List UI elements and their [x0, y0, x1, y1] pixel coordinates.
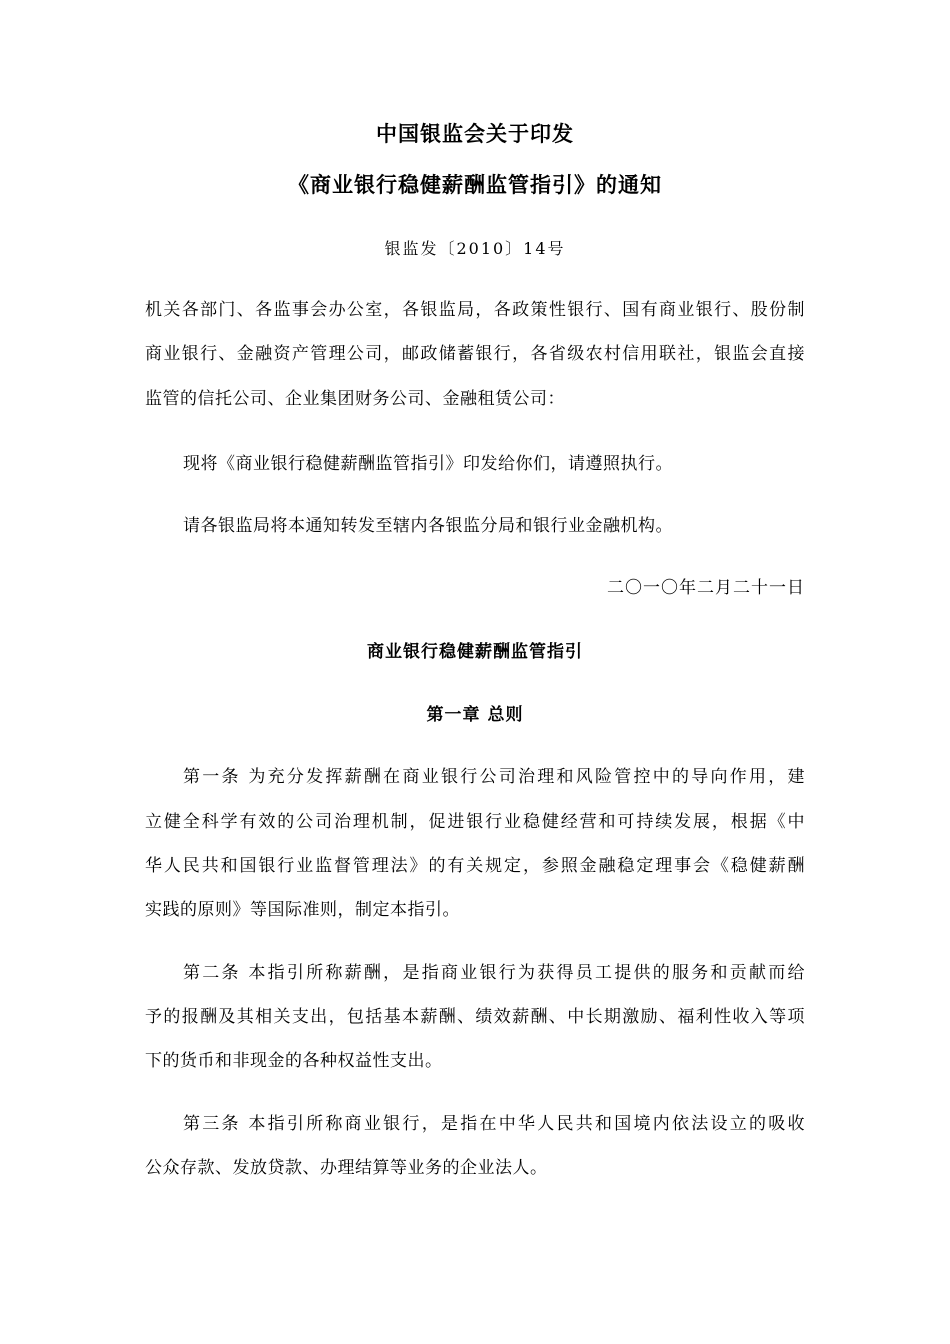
article-1-line-1: 第一条 为充分发挥薪酬在商业银行公司治理和风险管控中的导向作用，建	[183, 767, 805, 787]
notice-title-line-1: 中国银监会关于印发	[376, 121, 574, 146]
issue-date: 二〇一〇年二月二十一日	[607, 578, 805, 598]
article-2-line-3: 下的货币和非现金的各种权益性支出。	[145, 1051, 443, 1071]
notice-paragraph-2: 请各银监局将本通知转发至辖内各银监分局和银行业金融机构。	[183, 516, 673, 536]
article-3-line-1: 第三条 本指引所称商业银行，是指在中华人民共和国境内依法设立的吸收	[183, 1114, 805, 1134]
article-3-line-2: 公众存款、发放贷款、办理结算等业务的企业法人。	[145, 1158, 548, 1178]
addressee-line-1: 机关各部门、各监事会办公室，各银监局，各政策性银行、国有商业银行、股份制	[145, 300, 805, 320]
article-1-line-3: 华人民共和国银行业监督管理法》的有关规定，参照金融稳定理事会《稳健薪酬	[145, 856, 805, 876]
notice-title-line-2: 《商业银行稳健薪酬监管指引》的通知	[288, 172, 662, 197]
article-2-line-2: 予的报酬及其相关支出，包括基本薪酬、绩效薪酬、中长期激励、福利性收入等项	[145, 1007, 805, 1027]
article-1-line-2: 立健全科学有效的公司治理机制，促进银行业稳健经营和可持续发展，根据《中	[145, 812, 805, 832]
chapter-1-title: 第一章 总则	[426, 705, 524, 725]
article-2-line-1: 第二条 本指引所称薪酬，是指商业银行为获得员工提供的服务和贡献而给	[183, 963, 805, 983]
guideline-title: 商业银行稳健薪酬监管指引	[367, 642, 583, 662]
document-number: 银监发〔2010〕14号	[384, 239, 566, 258]
article-1-line-4: 实践的原则》等国际准则，制定本指引。	[145, 900, 460, 920]
notice-paragraph-1: 现将《商业银行稳健薪酬监管指引》印发给你们，请遵照执行。	[183, 454, 673, 474]
addressee-line-2: 商业银行、金融资产管理公司，邮政储蓄银行，各省级农村信用联社，银监会直接	[145, 344, 805, 364]
addressee-line-3: 监管的信托公司、企业集团财务公司、金融租赁公司：	[145, 389, 565, 409]
